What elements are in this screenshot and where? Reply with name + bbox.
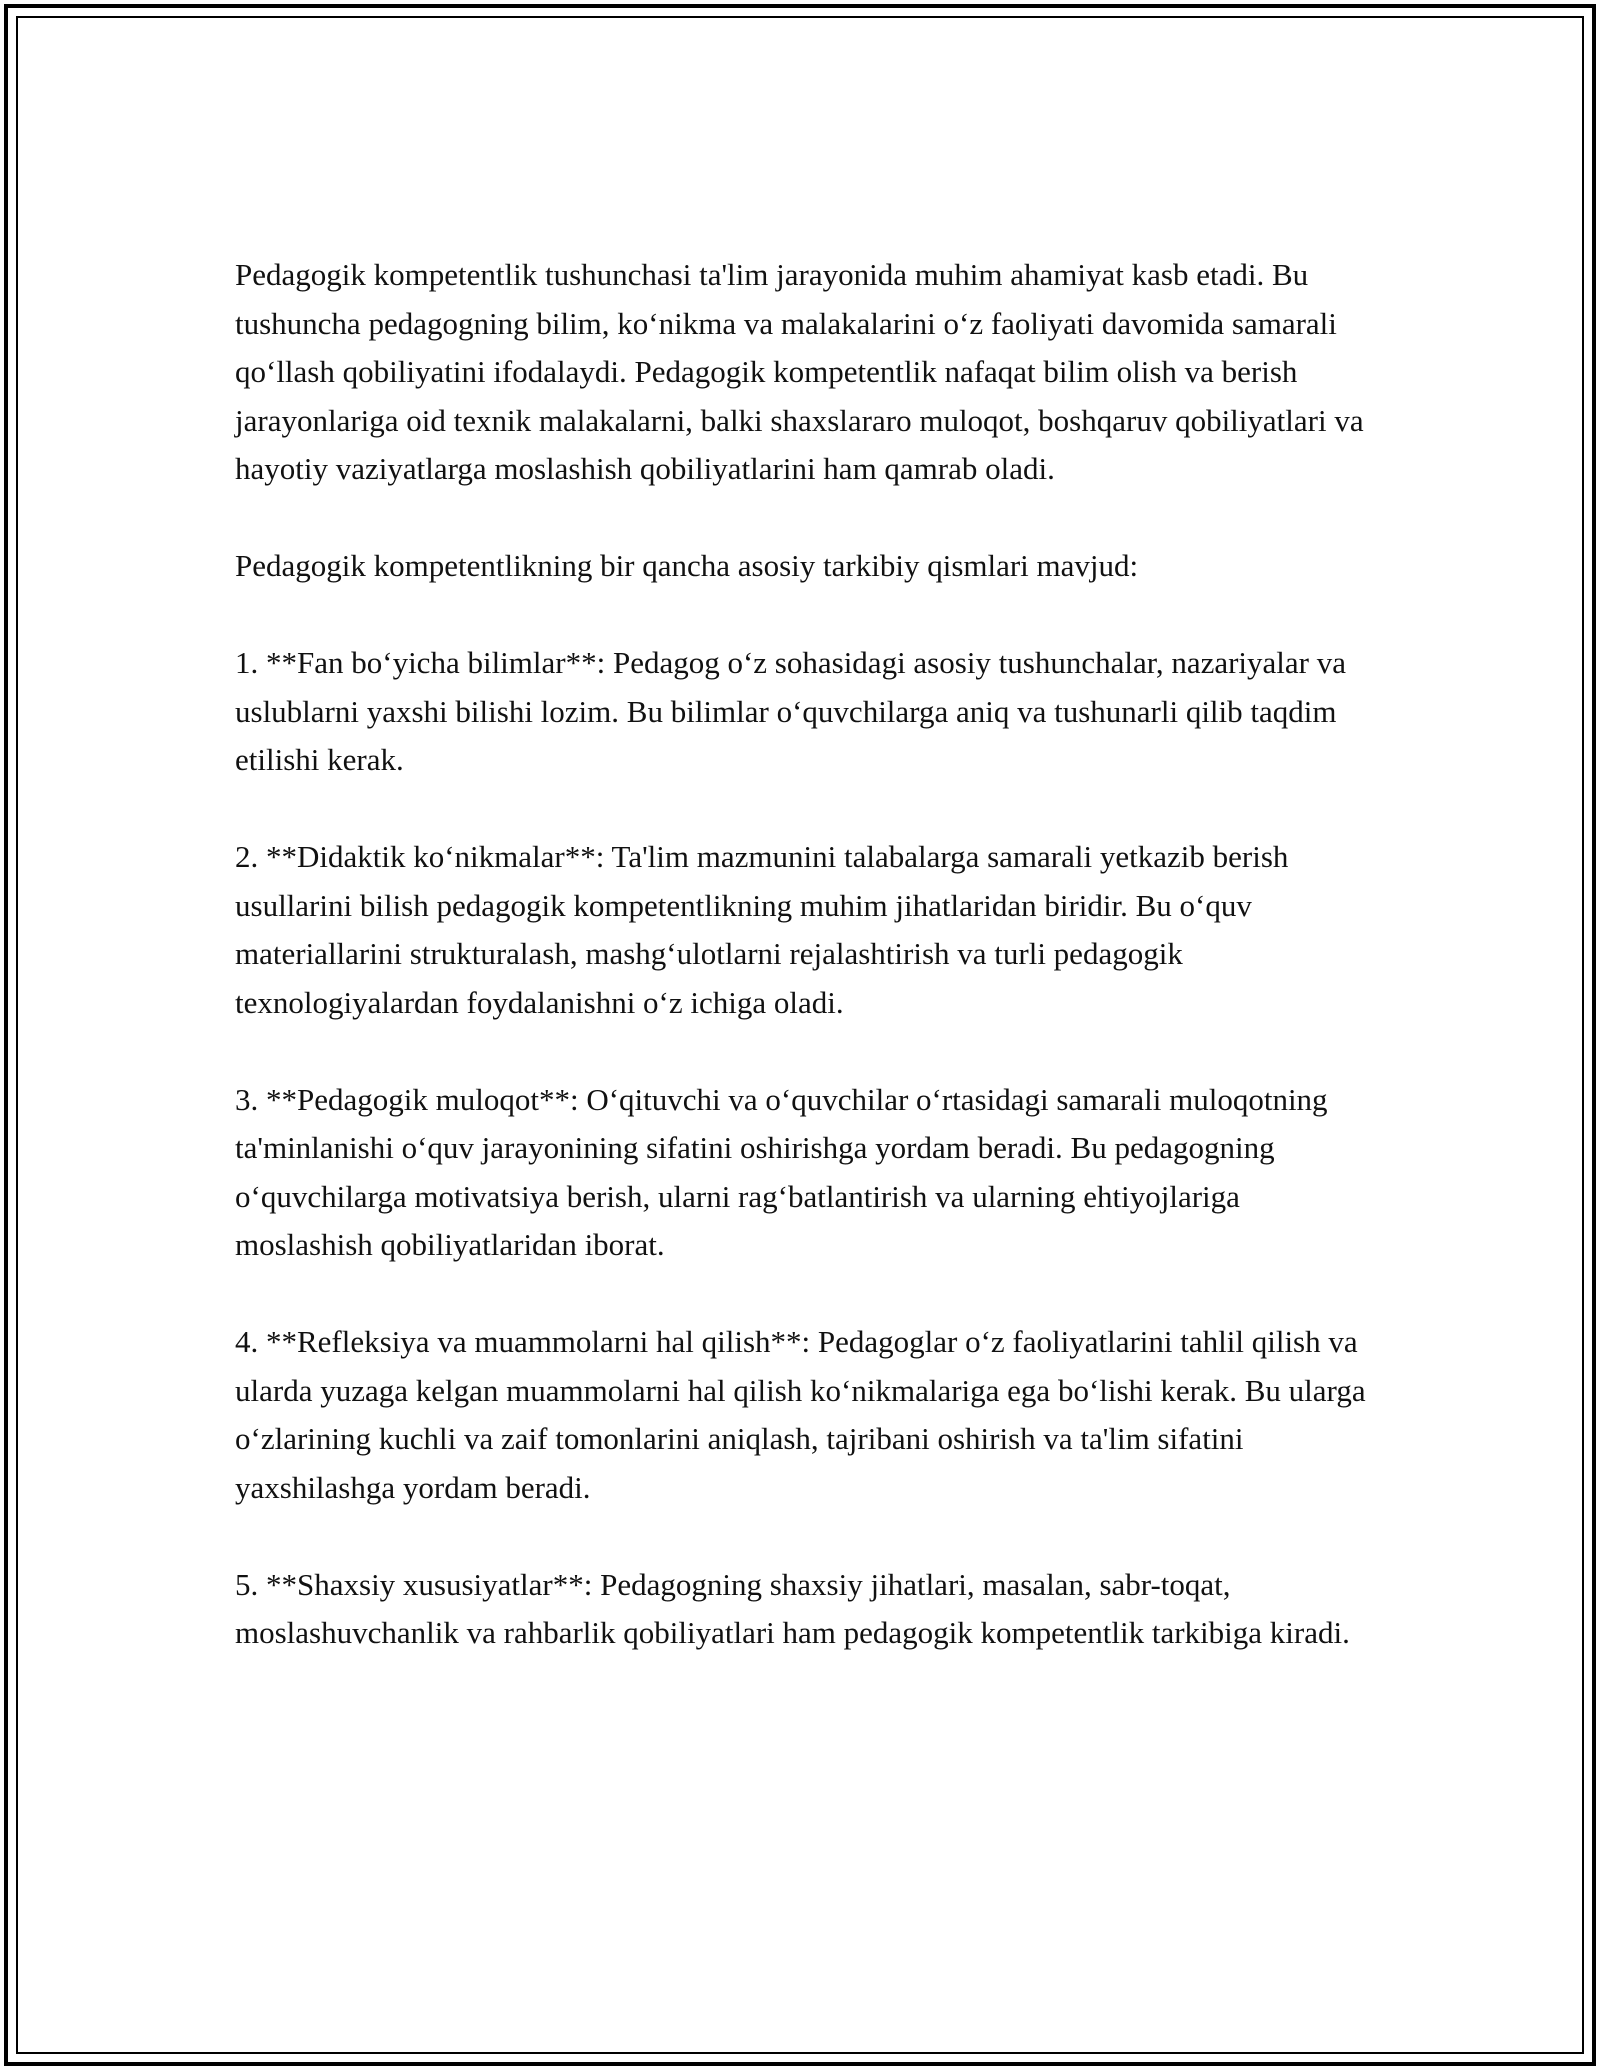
- list-item-4: 4. **Refleksiya va muammolarni hal qilish**: Pedagoglar o‘z faoliyatlarini tahlil qilish va ularda yuzaga kelgan muammolarni hal qilish ko‘nikmalariga ega bo‘lishi kerak. Bu ularga o‘zlarining kuchli va zaif tomonlarini aniqlash, tajribani oshirish va ta'lim sifatini yaxshilashga yordam beradi.: [235, 1324, 1366, 1505]
- intro-paragraph: Pedagogik kompetentlik tushunchasi ta'lim jarayonida muhim ahamiyat kasb etadi. Bu tushuncha pedagogning bilim, ko‘nikma va malakalarini o‘z faoliyati davomida samarali qo‘llash qobiliyatini ifodalaydi. Pedagogik kompetentlik nafaqat bilim olish va berish jarayonlariga oid texnik malakalarni, balki shaxslararo muloqot, boshqaruv qobiliyatlari va hayotiy vaziyatlarga moslashish qobiliyatlarini ham qamrab oladi.: [235, 257, 1364, 486]
- document-body: [235, 251, 1385, 1706]
- list-item-5: 5. **Shaxsiy xususiyatlar**: Pedagogning shaxsiy jihatlari, masalan, sabr-toqat, moslashuvchanlik va rahbarlik qobiliyatlari ham pedagogik kompetentlik tarkibiga kiradi.: [235, 1566, 1350, 1650]
- list-item-2: 2. **Didaktik ko‘nikmalar**: Ta'lim mazmunini talabalarga samarali yetkazib berish usullarini bilish pedagogik kompetentlikning muhim jihatlaridan biridir. Bu o‘quv materiallarini strukturalash, mashg‘ulotlarni rejalashtirish va turli pedagogik texnologiyalardan foydalanishni o‘z ichiga oladi.: [235, 839, 1289, 1020]
- lead-paragraph: Pedagogik kompetentlikning bir qancha asosiy tarkibiy qismlari mavjud:: [235, 548, 1139, 583]
- list-item-3: 3. **Pedagogik muloqot**: O‘qituvchi va o‘quvchilar o‘rtasidagi samarali muloqotning ta'minlanishi o‘quv jarayonining sifatini oshirishga yordam beradi. Bu pedagogning o‘quvchilarga motivatsiya berish, ularni rag‘batlantirish va ularning ehtiyojlariga moslashish qobiliyatlaridan iborat.: [235, 1081, 1328, 1262]
- list-item-1: 1. **Fan bo‘yicha bilimlar**: Pedagog o‘z sohasidagi asosiy tushunchalar, nazariyalar va uslublarni yaxshi bilishi lozim. Bu bilimlar o‘quvchilarga aniq va tushunarli qilib taqdim etilishi kerak.: [235, 645, 1347, 777]
